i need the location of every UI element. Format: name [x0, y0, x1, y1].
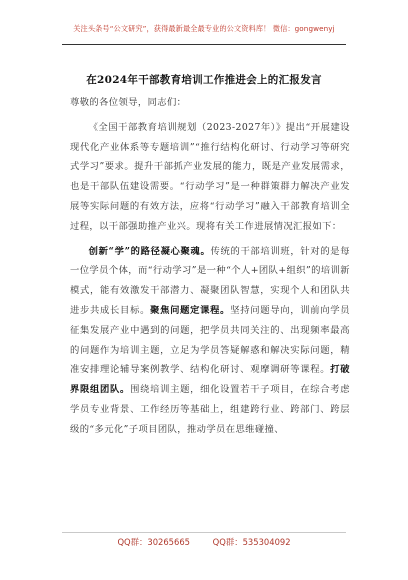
document-body	[70, 93, 350, 445]
heading-innovate-learning: 创新“学”的路径凝心聚魂。	[88, 245, 211, 257]
greeting: 尊敬的各位领导，同志们：	[70, 97, 187, 108]
qq-group-2: QQ群：535304092	[212, 537, 291, 547]
paragraph-innovation	[70, 242, 350, 440]
paragraph-text: 坚持问题导向，训前向学员征集发展产业中遇到的问题，把学员共同关注的、出现频率最高的问题作为培训主题，立足为学员答疑解惑和解决实际问题，精准安排理论辅导案例教学、结构化研讨、观摩调研等课程。	[70, 304, 351, 376]
header-divider	[62, 44, 346, 45]
paragraph-text: 传统的干部培训班，针对的是每一位学员个体，而“行动学习”是一种“个人+团队+组织”的培训新模式，能有效激发干部潜力、凝聚团队智慧，实现个人和团队共进步共成长目标。	[70, 245, 350, 316]
footer-divider	[62, 532, 346, 533]
heading-team: 打破界限组团队。	[70, 364, 350, 396]
heading-course: 聚焦问题定课程。	[150, 304, 231, 316]
paragraph-text: 围绕培训主题，细化设置若干子项目，在综合考虑学员专业背景、工作经历等基础上，组建跨行业、跨部门、跨层级的“多元化”子项目团队，推动学员在思维碰撞、	[70, 384, 350, 435]
qq-group-1: QQ群：30265665	[117, 537, 190, 547]
footer-contacts	[0, 536, 408, 548]
document-title: 在2024年干部教育培训工作推进会上的汇报发言	[86, 74, 322, 86]
paragraph-intro: 《全国干部教育培训规划（2023-2027年）》提出“开展建设现代化产业体系等专题培训”“推行结构化研讨、行动学习等研究式学习”要求。提升干部抓产业发展的能力，既是产业发展需求，也是干部队伍建设需要。“行动学习”是一种群策群力解决产业发展等实际问题的有效方法，应将“行动学习”融入干部教育培训全过程，以干部强助推产业兴。现将有关工作进展情况汇报如下：	[70, 121, 350, 232]
promo-banner: 关注头条号“公文研究”，获得最新最全最专业的公文资料库！ 微信：gongwenyj	[73, 24, 335, 33]
